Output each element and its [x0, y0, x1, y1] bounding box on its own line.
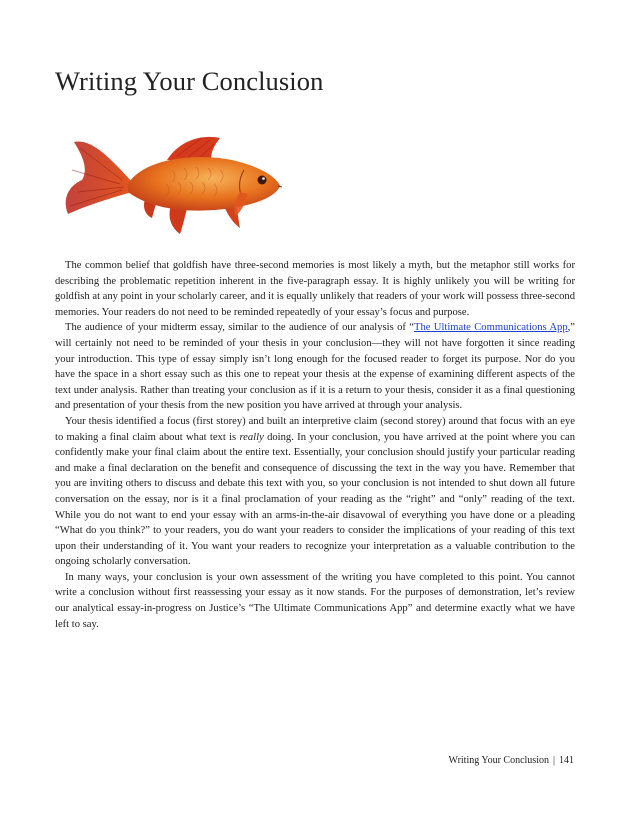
paragraph-3: Your thesis identified a focus (first storey) and built an interpretive claim (second storey) around that focus with an eye to making a final claim about what text is really doing. In your conclusion, you have arrived at the point where you can confidently make your final claim about the entire text. Essentially, your conclusion should justify your particular reading and make a final declaration on the benefit and consequence of discussing the text in the way you have. Remember that you are inviting others to discuss and debate this text with you, so your conclusion is not intended to shut down all future conversation on the essay, nor is it a final proclamation of your reading as the “right” and “only” reading of the text. While you do not want to end your essay with an arms-in-the-air disavowal of everything you have done or a pleading “What do you think?” to your readers, you do want your readers to consider the implications of your reading of this text upon their understanding of it. You want your readers to recognize your interpretation as a valuable contribution to the ongoing scholarly conversation. [55, 415, 575, 568]
paragraph-4: In many ways, your conclusion is your own assessment of the writing you have completed to this point. You cannot write a conclusion without first reassessing your essay as it now stands. For the purposes of demonstration, let’s review our analytical essay-in-progress on Justice’s “The Ultimate Communications App” and determine exactly what we have left to say. [55, 571, 575, 630]
footer-separator: | [552, 755, 555, 766]
page-number: 141 [559, 755, 574, 766]
page-title: Writing Your Conclusion [55, 66, 324, 96]
paragraph-2: The audience of your midterm essay, similar to the audience of our analysis of “The Ultimate Communications App,” will certainly not need to be reminded of your thesis in your conclusion—they will not have forgotten it since reading your introduction. This type of essay simply isn’t long enough for the focused reader to forget its purpose. Nor do you have the space in a short essay such as this one to repeat your thesis at the expense of examining different aspects of the text under analysis. Rather than treating your conclusion as if it is a return to your thesis, consider it as a final questioning and presentation of your thesis from the new position you have arrived at through your analysis. [55, 322, 575, 412]
goldfish-image [62, 130, 284, 240]
paragraph-1: The common belief that goldfish have three-second memories is most likely a myth, but the metaphor still works for describing the problematic repetition inherent in the five-paragraph essay. It is highly unlikely you will be writing for goldfish at any point in your scholarly career, and it is equally unlikely that readers of your work will possess three-second memories. Your readers do not need to be reminded repeatedly of your essay’s focus and purpose. [55, 260, 576, 318]
footer-section-title: Writing Your Conclusion [448, 755, 549, 766]
body-text [55, 258, 575, 632]
ultimate-communications-app-link[interactable]: The Ultimate Communications App [413, 322, 568, 334]
page-footer [449, 755, 574, 766]
emphasis-really: really [239, 431, 264, 443]
